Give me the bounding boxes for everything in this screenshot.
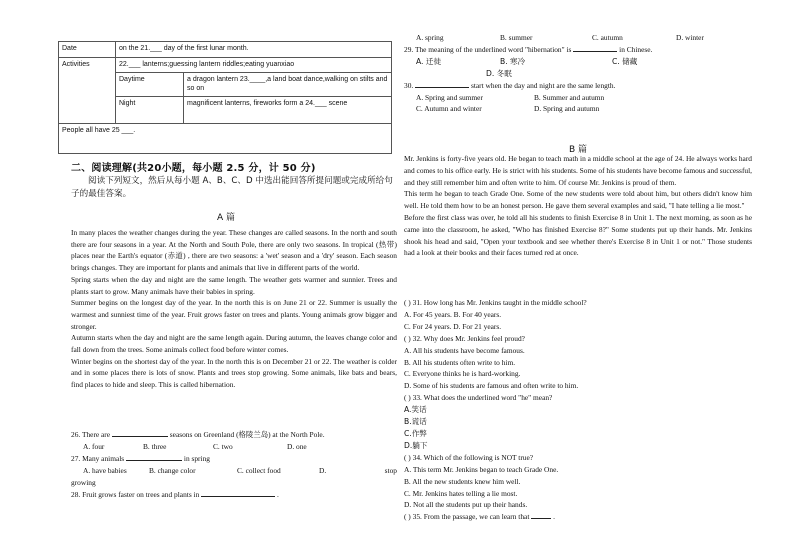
section-instruction: 阅读下列短文，然后从每小题 A、B、C、D 中选出能回答所提问题或完成所给句子的最佳答案。 bbox=[71, 176, 393, 199]
passage-b-title: B 篇 bbox=[568, 145, 588, 155]
option: C. collect food bbox=[237, 465, 281, 475]
section-title: 二、阅读理解(共20小题，每小题 2.5 分，计 50 分) bbox=[71, 163, 316, 174]
question-33: ( ) 33. What does the underlined word "he" mean? bbox=[404, 393, 553, 403]
option: C. 储藏 bbox=[612, 56, 638, 66]
question-28: 28. Fruit grows faster on trees and plants in . bbox=[71, 489, 279, 499]
paragraph: Autumn starts when the day and night are the same length again. During autumn, the leaves change color and fall down from the trees. Some animals collect food before winter comes. bbox=[71, 333, 397, 355]
table-cell: Date bbox=[59, 42, 116, 58]
questions-right bbox=[404, 297, 752, 523]
option: A. have babies bbox=[83, 465, 127, 475]
table-cell: on the 21.___ day of the first lunar month. bbox=[116, 42, 392, 58]
table-cell: 22.___ lanterns;guessing lantern riddles;eating yuanxiao bbox=[116, 58, 392, 73]
question-32: ( ) 32. Why does Mr. Jenkins feel proud? bbox=[404, 333, 525, 343]
paragraph: Before the first class was over, he told all his students to finish Exercise 8 in Unit 1. The next morning, as soon as he came into the classroom, he asked, "Who has finished Exercise 8?" Some students put up their hands. Mr. Jenkins shook his head and said, "Open your textbook and see whether there's Exercise 8 in Unit 1 or not." Those students had a look at their books and their faces turned red at once. bbox=[404, 212, 752, 258]
option: C. Autumn and winter bbox=[416, 104, 482, 114]
option: D. Not all the students put up their hands. bbox=[404, 500, 528, 510]
paragraph: Mr. Jenkins is forty-five years old. He began to teach math in a middle school at the age of 24. He always works hard and comes to his office early. He is strict with his students. Some of his students have become famous and successful, and they still remember him and often write to him. Of course Mr. Jenkins is proud of them. bbox=[404, 154, 752, 187]
table-cell: People all have 25 ___. bbox=[59, 123, 392, 153]
option: B. All his students often write to him. bbox=[404, 357, 516, 367]
option: D. Spring and autumn bbox=[534, 104, 600, 114]
option: stop bbox=[384, 465, 397, 475]
option: D. winter bbox=[676, 33, 704, 42]
options-30-a bbox=[404, 92, 752, 104]
option: C. Mr. Jenkins hates telling a lie most. bbox=[404, 488, 518, 498]
paragraph: Winter begins on the shortest day of the year. In the north this is on December 21 or 22. The weather is colder and in some places there is lots of snow. Plants and trees stop growing. Some animals, like bats and bears, find places to hide and sleep. This is called hibernation. bbox=[71, 356, 397, 390]
table-cell: Night bbox=[116, 96, 184, 123]
option: A. For 45 years. B. For 40 years. bbox=[404, 309, 502, 319]
option: C. autumn bbox=[592, 33, 623, 42]
table-row bbox=[59, 42, 392, 58]
question-29: 29. The meaning of the underlined word "hibernation" is in Chinese. bbox=[404, 44, 653, 54]
option: C.作弊 bbox=[404, 428, 427, 438]
passage-b bbox=[404, 153, 752, 259]
answer-blank bbox=[201, 489, 275, 497]
option: D. 冬眠 bbox=[486, 68, 512, 78]
option: D.躺下 bbox=[404, 440, 428, 450]
paragraph: In many places the weather changes during the year. These changes are called seasons. In the north and south there are four seasons in a year. At the North and South Pole, there are only two seasons. In tropical (热带) places near the Earth's equator (赤道) , there are two seasons: a 'wet' season and a 'dry' season. Each season brings changes. They are important for plants and animals that live in different parts of the world. bbox=[71, 228, 397, 273]
paragraph: This term he began to teach Grade One. Some of the new students were told about him, but others didn't know him well. He told them how to be an honest person. He gave them several examples and said, "I hate telling a lie most." bbox=[404, 189, 752, 211]
option: B. Summer and autumn bbox=[534, 92, 605, 102]
option: A. All his students have become famous. bbox=[404, 345, 525, 355]
summary-table bbox=[58, 41, 392, 154]
option: A.笑话 bbox=[404, 405, 427, 415]
table-row bbox=[59, 123, 392, 153]
option-wrap: growing bbox=[71, 477, 96, 487]
table-cell: magnificent lanterns, fireworks form a 24.___ scene bbox=[184, 96, 392, 123]
option: A. This term Mr. Jenkins began to teach Grade One. bbox=[404, 464, 559, 474]
passage-a-title: A 篇 bbox=[216, 213, 236, 223]
paragraph: Summer begins on the longest day of the year. In the north this is on June 21 or 22. Summer is usually the warmest and sunniest time of the year. Fruit grows faster on trees and plants. Young animals grow bigger and stronger. bbox=[71, 298, 397, 331]
table-row bbox=[59, 58, 392, 73]
options-27 bbox=[71, 465, 397, 477]
answer-blank bbox=[112, 429, 168, 437]
answer-blank bbox=[531, 511, 551, 519]
option: B.谎话 bbox=[404, 417, 427, 427]
option: C. Everyone thinks he is hard-working. bbox=[404, 369, 521, 379]
option: B. three bbox=[143, 441, 167, 451]
option: D. Some of his students are famous and often write to him. bbox=[404, 381, 579, 391]
answer-blank bbox=[415, 80, 469, 88]
question-35: ( ) 35. From the passage, we can learn that . bbox=[404, 512, 555, 522]
question-34: ( ) 34. Which of the following is NOT true? bbox=[404, 452, 534, 462]
option: B. 寒冷 bbox=[500, 56, 526, 66]
passage-a bbox=[71, 227, 397, 391]
question-27: 27. Many animals in spring bbox=[71, 453, 210, 463]
options-28 bbox=[404, 32, 752, 44]
option: C. For 24 years. D. For 21 years. bbox=[404, 321, 502, 331]
options-30-b bbox=[404, 103, 752, 115]
option: A. Spring and summer bbox=[416, 92, 483, 102]
option: C. two bbox=[213, 441, 233, 451]
option: B. All the new students knew him well. bbox=[404, 476, 521, 486]
question-31: ( ) 31. How long has Mr. Jenkins taught in the middle school? bbox=[404, 298, 587, 307]
table-cell: a dragon lantern 23.____,a land boat dance,walking on stilts and so on bbox=[184, 72, 392, 96]
option: B. summer bbox=[500, 33, 533, 42]
table-cell: Activities bbox=[59, 58, 116, 124]
paragraph: Spring starts when the day and night are the same length. The weather gets warmer and sunnier. Trees and plants start to grow. Many animals have their babies in spring. bbox=[71, 274, 397, 296]
option: A. spring bbox=[416, 33, 444, 42]
questions-left bbox=[71, 429, 397, 500]
table-cell: Daytime bbox=[116, 72, 184, 96]
left-column bbox=[58, 41, 397, 499]
option: B. change color bbox=[149, 465, 196, 475]
option: D. bbox=[319, 465, 327, 475]
options-26 bbox=[71, 441, 397, 453]
option: A. four bbox=[83, 441, 105, 451]
answer-blank bbox=[573, 44, 617, 52]
right-column-top bbox=[404, 32, 752, 115]
option: A. 迁徙 bbox=[416, 56, 442, 66]
option: D. one bbox=[287, 441, 307, 451]
answer-blank bbox=[126, 453, 182, 461]
question-30: 30. start when the day and night are the same length. bbox=[404, 80, 616, 90]
question-26: 26. There are seasons on Greenland (格陵兰岛) at the North Pole. bbox=[71, 430, 325, 439]
options-29 bbox=[404, 56, 752, 68]
